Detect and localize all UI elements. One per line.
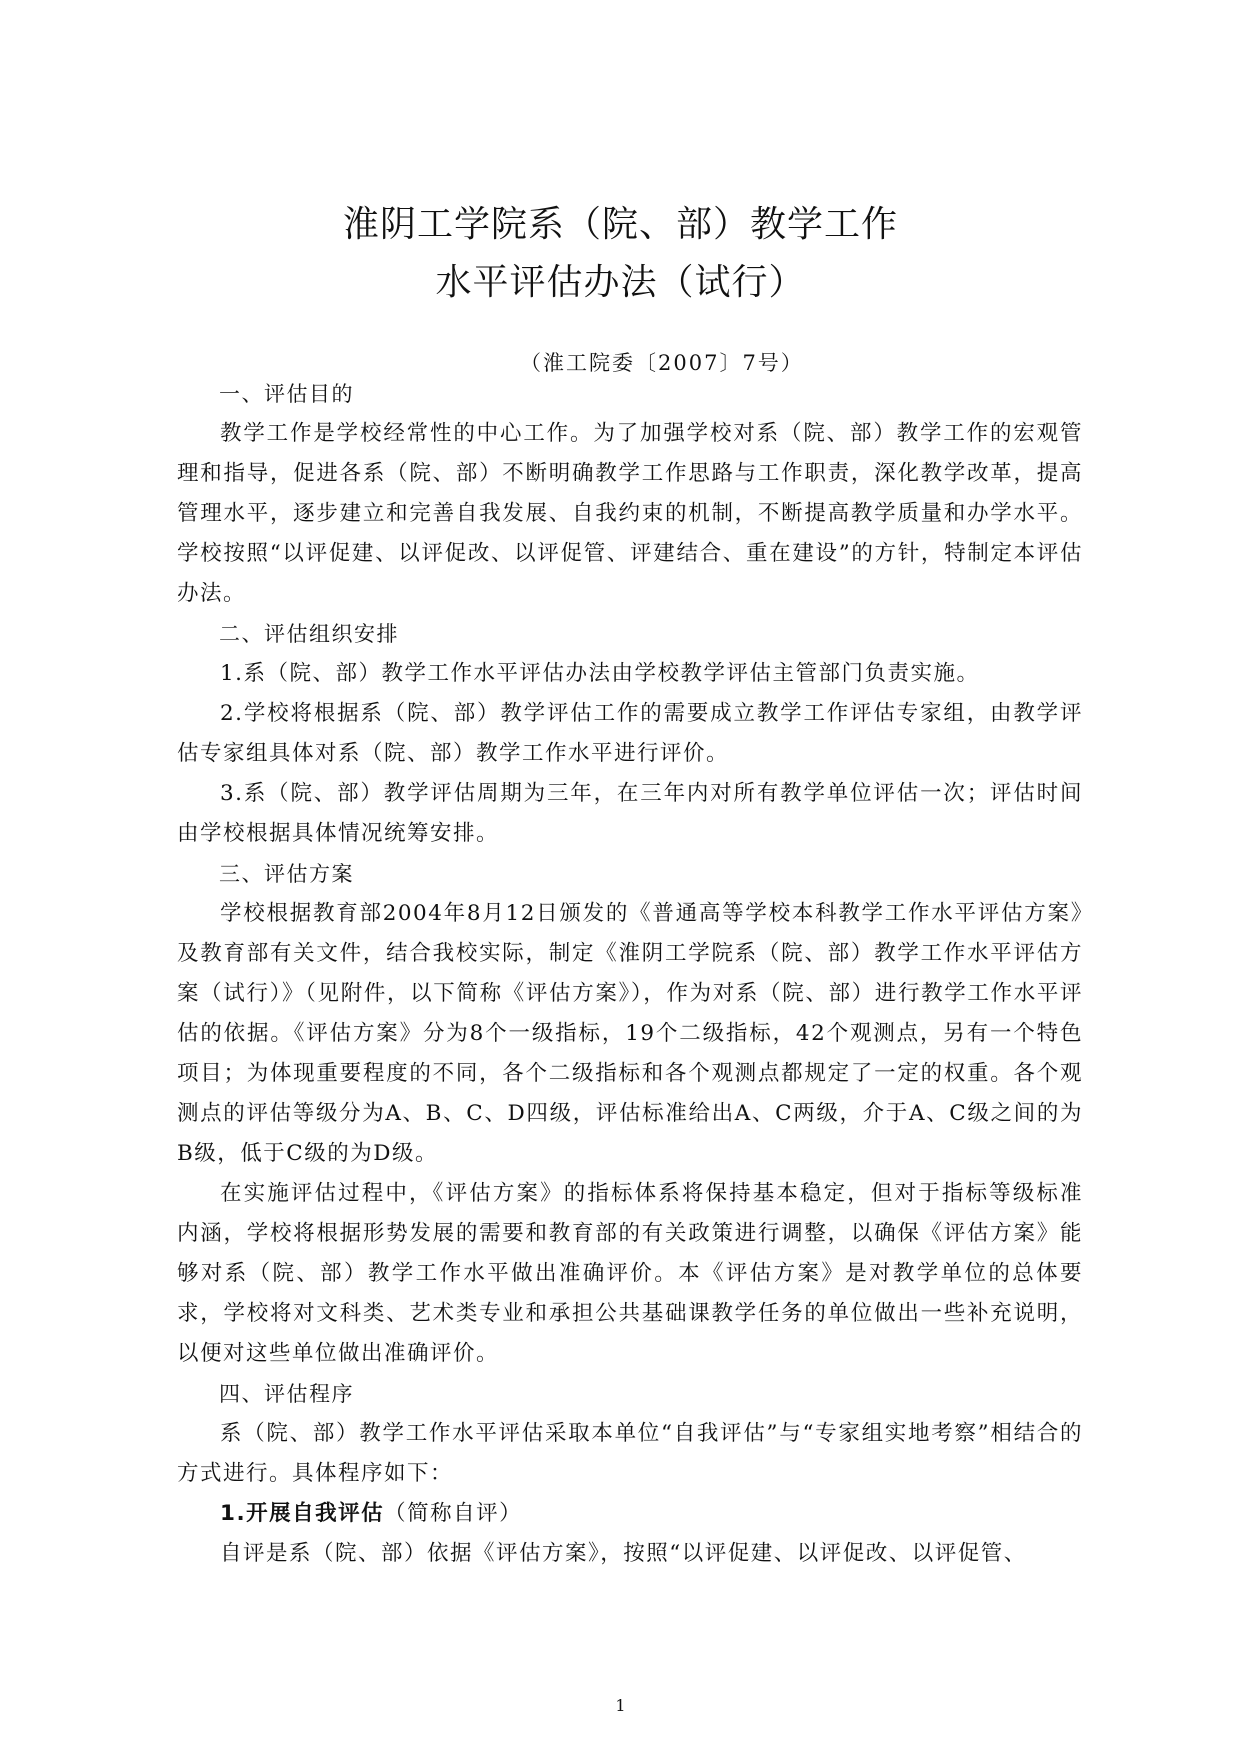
page-number: 1 xyxy=(615,1696,626,1715)
subheading-bold-text: 1.开展自我评估 xyxy=(220,1501,385,1526)
section-2-paragraph-1: 1.系（院、部）教学工作水平评估办法由学校教学评估主管部门负责实施。 xyxy=(220,661,980,686)
section-3-heading: 三、评估方案 xyxy=(219,862,354,886)
section-1-paragraph-1: 教学工作是学校经常性的中心工作。为了加强学校对系（院、部）教学工作的宏观管理和指导，促进各系（院、部）不断明确教学工作思路与工作职责，深化教学改革，提高管理水平，逐步建立和完善自我发展、自我约束的机制，不断提高教学质量和办学水平。学校按照“以评促建、以评促改、以评促管、评建结合、重在建设”的方针，特制定本评估办法。 xyxy=(177,421,1083,606)
document-body xyxy=(177,374,1083,1574)
section-3-paragraph-2: 在实施评估过程中，《评估方案》的指标体系将保持基本稳定，但对于指标等级标准内涵，学校将根据形势发展的需要和教育部的有关政策进行调整，以确保《评估方案》能够对系（院、部）教学工作水平做出准确评价。本《评估方案》是对教学单位的总体要求，学校将对文科类、艺术类专业和承担公共基础课教学任务的单位做出一些补充说明，以便对这些单位做出准确评价。 xyxy=(177,1181,1083,1366)
section-1-heading: 一、评估目的 xyxy=(219,382,354,406)
section-4-paragraph-1: 系（院、部）教学工作水平评估采取本单位“自我评估”与“专家组实地考察”相结合的方式进行。具体程序如下： xyxy=(177,1421,1083,1486)
document-title-line-2: 水平评估办法（试行） xyxy=(435,262,806,303)
section-4-heading: 四、评估程序 xyxy=(219,1382,354,1406)
section-2-heading: 二、评估组织安排 xyxy=(219,622,399,646)
document-number: （淮工院委〔2007〕7号） xyxy=(520,351,804,375)
section-2-paragraph-2: 2.学校将根据系（院、部）教学评估工作的需要成立教学工作评估专家组，由教学评估专家组具体对系（院、部）教学工作水平进行评价。 xyxy=(177,701,1083,766)
section-3-paragraph-1: 学校根据教育部2004年8月12日颁发的《普通高等学校本科教学工作水平评估方案》及教育部有关文件，结合我校实际，制定《淮阴工学院系（院、部）教学工作水平评估方案（试行）》（见附件，以下简称《评估方案》），作为对系（院、部）进行教学工作水平评估的依据。《评估方案》分为8个一级指标，19个二级指标，42个观测点，另有一个特色项目；为体现重要程度的不同，各个二级指标和各个观测点都规定了一定的权重。各个观测点的评估等级分为A、B、C、D四级，评估标准给出A、C两级，介于A、C级之间的为B级，低于C级的为D级。 xyxy=(177,901,1083,1166)
subheading-note: （简称自评） xyxy=(384,1501,523,1526)
section-4-subheading-1 xyxy=(177,1494,1083,1534)
document-title-line-1: 淮阴工学院系（院、部）教学工作 xyxy=(342,204,898,245)
section-2-paragraph-3: 3.系（院、部）教学评估周期为三年，在三年内对所有教学单位评估一次；评估时间由学校根据具体情况统筹安排。 xyxy=(177,781,1083,846)
section-4-paragraph-2: 自评是系（院、部）依据《评估方案》，按照“以评促建、以评促改、以评促管、 xyxy=(220,1541,1027,1566)
